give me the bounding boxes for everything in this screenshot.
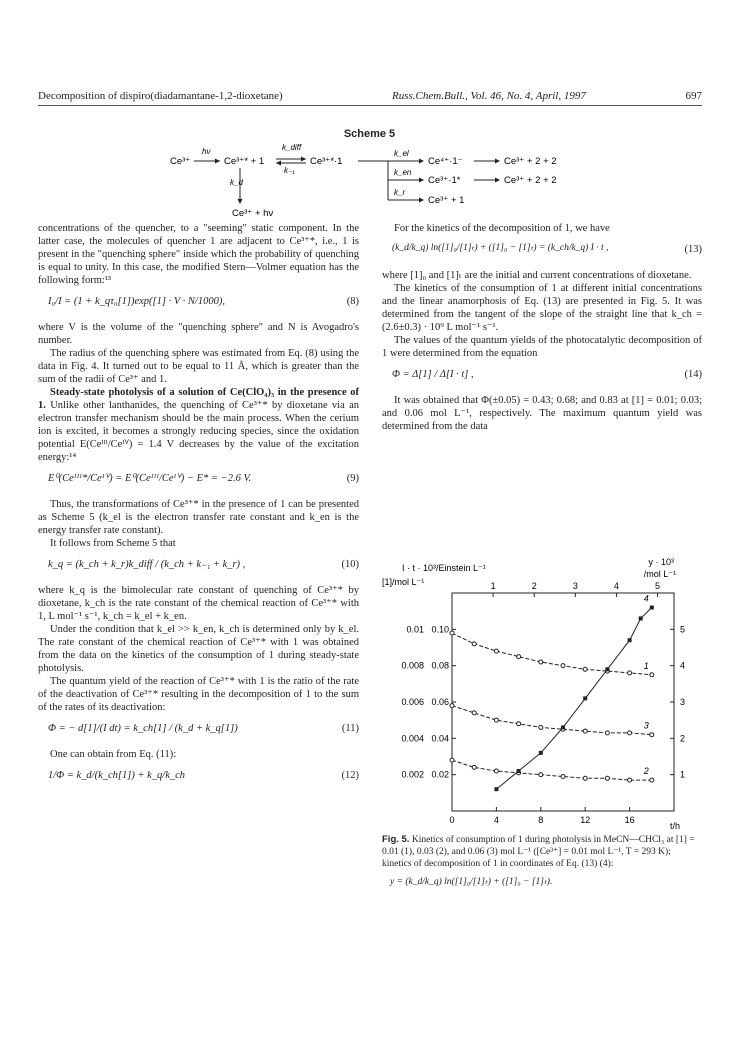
right-axis-label-2: /mol L⁻¹	[643, 569, 676, 579]
paragraph: The values of the quantum yields of the photocatalytic decomposition of 1 were determined from the equation	[382, 335, 702, 360]
y-tick-label-inner: 0.10	[431, 624, 449, 635]
paragraph: It was obtained that Φ(±0.05) = 0.43; 0.68; and 0.83 at [1] = 0.01; 0.03; and 0.06 mol L⁻¹, respectively. The maximum quantum yield was determined from the data	[382, 395, 702, 433]
caption-text: Kinetics of consumption of 1 during photolysis in MeCN—CHCl₃ at [1] = 0.01 (1), 0.03 (2), and 0.06 (3) mol L⁻¹ ([Ce³⁺] = 0.01 mol L⁻¹, T = 293 K); kinetics of decomposition of 1 in coordinates of Eq. (13) (4):	[382, 835, 695, 869]
paragraph: where k_q is the bimolecular rate constant of quenching of Ce³⁺* by dioxetane, k_ch is the rate constant of the chemical reaction of Ce³⁺* with 1, L mol⁻¹ s⁻¹, k_ch = k_el + k_en.	[38, 585, 359, 623]
data-point	[539, 725, 543, 729]
data-point	[517, 655, 521, 659]
caption-equation: y = (k_d/k_q) ln([1]₀/[1]ₜ) + ([1]₀ − [1]ₜ).	[390, 876, 553, 887]
header-title: Decomposition of dispiro(diadamantane-1,2-dioxetane)	[38, 90, 283, 102]
y-tick-label: 0.004	[401, 733, 424, 744]
paragraph: Thus, the transformations of Ce³⁺* in the presence of 1 can be presented as Scheme 5 (k_el is the electron transfer rate constant and k_en is the energy transfer rate constant).	[38, 499, 359, 537]
equation-13: (k_d/k_q) ln([1]₀/[1]ₜ) + ([1]₀ − [1]ₜ) = (k_ch/k_q) I · t , (13)	[392, 243, 702, 256]
data-point	[583, 729, 587, 733]
data-point	[650, 733, 654, 737]
y-tick-label: 0.008	[401, 660, 424, 671]
section-heading: Steady-state photolysis of a solution of Ce(ClO₄)₃ in the presence of 1.	[38, 387, 359, 412]
x-tick-label: 4	[493, 815, 499, 825]
data-point	[583, 667, 587, 671]
right-tick-label: 4	[680, 660, 686, 671]
scheme-kel: k_el	[394, 149, 409, 158]
x-axis-label: t/h	[670, 821, 681, 831]
top-tick-label: 5	[655, 581, 661, 591]
series-label: 3	[643, 720, 649, 731]
data-point	[450, 704, 454, 708]
data-point	[539, 751, 543, 755]
equation-10: k_q = (k_ch + k_r)k_diff / (k_ch + k₋₁ + k_r) , (10)	[48, 559, 359, 571]
scheme-ken: k_en	[394, 168, 412, 177]
paragraph: One can obtain from Eq. (11):	[50, 749, 177, 761]
scheme-ce3: Ce³⁺	[170, 156, 191, 167]
right-tick-label: 3	[680, 697, 686, 707]
scheme-p2b: Ce³⁺ + 2 + 2	[504, 175, 557, 186]
scheme-hv: hν	[202, 147, 211, 156]
scheme-p1a: Ce⁴⁺·1⁻	[428, 156, 463, 167]
data-point	[472, 642, 476, 646]
data-point	[517, 722, 521, 726]
top-axis-label: I · t · 10³/Einstein L⁻¹	[402, 563, 486, 573]
top-tick-label: 1	[490, 581, 496, 591]
paragraph: where [1]₀ and [1]ₜ are the initial and current concentrations of dioxetane.	[382, 270, 692, 282]
data-point	[605, 667, 609, 671]
x-tick-label: 16	[624, 815, 635, 825]
scheme-ce3star: Ce³⁺* + 1	[224, 156, 265, 167]
data-point	[561, 664, 565, 668]
data-point	[450, 758, 454, 762]
figure-5-chart	[382, 515, 702, 833]
series-line-4	[496, 608, 651, 790]
paragraph: where V is the volume of the "quenching sphere" and N is Avogadro's number.	[38, 322, 359, 347]
header-journal: Russ.Chem.Bull., Vol. 46, No. 4, April, 1997	[392, 90, 586, 102]
scheme-p2a: Ce³⁺·1*	[428, 175, 461, 186]
data-point	[450, 631, 454, 635]
running-header	[38, 90, 702, 106]
data-point	[628, 671, 632, 675]
series-label: 4	[643, 593, 649, 604]
data-point	[561, 725, 565, 729]
series-label: 1	[643, 660, 649, 671]
data-point	[472, 765, 476, 769]
series-line-1	[452, 633, 652, 675]
page-number: 697	[685, 90, 702, 102]
data-point	[517, 769, 521, 773]
data-point	[472, 711, 476, 715]
paragraph: concentrations of the quencher, to a "seeming" static component. In the latter case, the molecules of quencher 1 are adjacent to Ce³⁺*, i.e., 1 is present in the "quenching sphere" inside which the probability of quenching is equal to unity. In this case, the modified Stern—Volmer equation has the following form:¹³	[38, 223, 359, 287]
x-tick-label: 8	[538, 815, 544, 825]
top-tick-label: 2	[531, 581, 537, 591]
series-line-2	[452, 760, 652, 780]
right-tick-label: 2	[680, 733, 686, 744]
data-point	[650, 673, 654, 677]
scheme-kd: k_d	[230, 178, 243, 187]
paragraph: The radius of the quenching sphere was estimated from Eq. (8) using the data in Fig. 4. It turned out to be equal to 11 Å, which is greater than the sum of the radii of Ce³⁺ and 1.	[38, 348, 359, 386]
data-point	[539, 773, 543, 777]
y-tick-label-inner: 0.02	[431, 769, 449, 780]
scheme-complex: Ce³⁺*·1	[310, 156, 343, 167]
paragraph: It follows from Scheme 5 that	[50, 538, 176, 550]
data-point	[494, 787, 498, 791]
data-point	[650, 778, 654, 782]
y-tick-label-inner: 0.08	[431, 660, 449, 671]
top-tick-label: 3	[572, 581, 578, 591]
paragraph: Under the condition that k_el >> k_en, k_ch is determined only by k_el. The rate constant of the chemical reaction of Ce³⁺* with 1 was obtained from the data on the kinetics of the consumption of 1 during steady-state photolysis.	[38, 624, 359, 675]
data-point	[628, 731, 632, 735]
scheme-p3: Ce³⁺ + 1	[428, 195, 465, 206]
y-tick-label-inner: 0.04	[431, 733, 449, 744]
series-label: 2	[643, 766, 649, 777]
reaction-scheme	[170, 140, 590, 222]
figure-caption	[382, 834, 702, 889]
data-point	[583, 696, 587, 700]
y-tick-label: 0.006	[401, 697, 424, 707]
data-point	[494, 718, 498, 722]
scheme-p1b: Ce³⁺ + 2 + 2	[504, 156, 557, 167]
equation-11: Φ = − d[1]/(I dt) = k_ch[1] / (k_d + k_q[1]) (11)	[48, 723, 359, 735]
right-column	[382, 222, 702, 433]
data-point	[628, 638, 632, 642]
data-point	[605, 776, 609, 780]
left-axis-label: [1]/mol L⁻¹	[382, 577, 425, 587]
right-tick-label: 5	[680, 624, 686, 635]
scheme-kminus1: k₋₁	[284, 166, 295, 175]
data-point	[650, 606, 654, 610]
data-point	[494, 649, 498, 653]
x-tick-label: 12	[580, 815, 591, 825]
left-column	[38, 222, 359, 795]
x-tick-label: 0	[449, 815, 455, 825]
y-tick-label-inner: 0.06	[431, 697, 449, 707]
data-point	[605, 731, 609, 735]
data-point	[583, 776, 587, 780]
paragraph: The quantum yield of the reaction of Ce³⁺* with 1 is the ratio of the rate of the deactivation of Ce³⁺* resulting in the decomposition of 1 to the sum of the rates of its deactivation:	[38, 676, 359, 714]
equation-14: Φ = Δ[1] / Δ[I · t] , (14)	[392, 369, 702, 381]
y-tick-label: 0.002	[401, 769, 424, 780]
paragraph: The kinetics of the consumption of 1 at different initial concentrations and the linear anamorphosis of Eq. (13) are presented in Fig. 5. It was determined from the tangent of the slope of the straight line that k_ch = (2.6±0.3) · 10⁹ L mol⁻¹ s⁻¹.	[382, 283, 702, 334]
equation-8: I₀/I = (1 + k_qτ₀[1])exp([1] · V · N/1000), (8)	[48, 296, 359, 308]
equation-12: 1/Φ = k_d/(k_ch[1]) + k_q/k_ch (12)	[48, 770, 359, 782]
data-point	[494, 769, 498, 773]
paragraph: For the kinetics of the decomposition of 1, we have	[394, 223, 610, 234]
top-tick-label: 4	[613, 581, 619, 591]
data-point	[628, 778, 632, 782]
data-point	[539, 660, 543, 664]
scheme-ce3hv: Ce³⁺ + hν	[232, 208, 274, 219]
paragraph: Steady-state photolysis of a solution of Ce(ClO₄)₃ in the presence of 1. Unlike other lanthanides, the quenching of Ce³⁺* by dioxetane via an electron transfer mechanism should be the main process. When the cerium ion is excited, it becomes a strongly reducing species, since the oxidation potential E(Ceᴵᴵᴵ/Ceᴵⱽ) = 1.4 V decreases by the value of the excitation energy:¹⁴	[38, 387, 359, 464]
right-axis-label-1: y · 10³	[648, 557, 674, 567]
series-line-3	[452, 706, 652, 735]
right-tick-label: 1	[680, 769, 686, 780]
data-point	[561, 774, 565, 778]
equation-9: E⁰(Ceᴵᴵᴵ*/Ceᴵⱽ) = E⁰(Ceᴵᴵᴵ/Ceᴵⱽ) − E* = −2.6 V. (9)	[48, 473, 359, 485]
figure-label: Fig. 5.	[382, 834, 410, 845]
data-point	[639, 616, 643, 620]
scheme-kr: k_r	[394, 188, 406, 197]
scheme-title: Scheme 5	[343, 128, 396, 140]
y-tick-label: 0.01	[406, 624, 424, 635]
scheme-kdiff: k_diff	[282, 143, 302, 152]
